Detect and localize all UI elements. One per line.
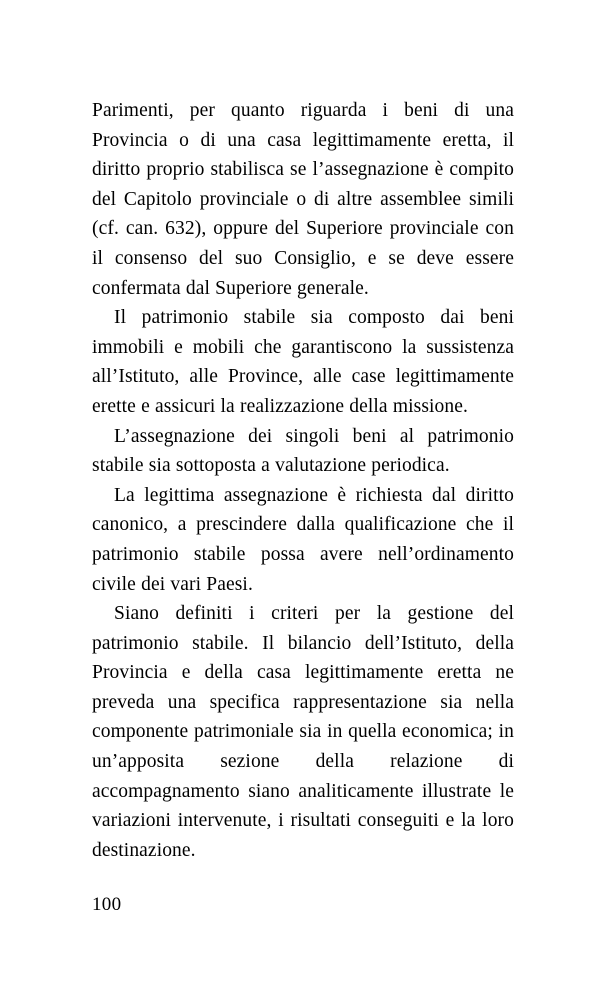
paragraph: Siano definiti i criteri per la gestione del patrimonio stabile. Il bilancio dell’Istituto, della Provincia e della casa legittimamente eretta ne preveda una specifica rappresentazione sia nella componente patrimoniale sia in quella economica; in un’apposita sezione della relazione di accompagnamento siano analiticamente illustrate le variazioni intervenute, i risultati conseguiti e la loro destinazione. bbox=[92, 603, 514, 861]
paragraph: La legittima assegnazione è richiesta dal diritto canonico, a prescindere dalla qualificazione che il patrimonio stabile possa avere nell’ordinamento civile dei vari Paesi. bbox=[92, 484, 514, 595]
paragraph: Parimenti, per quanto riguarda i beni di una Provincia o di una casa legittimamente eretta, il diritto proprio stabilisca se l’assegnazione è compito del Capitolo provinciale o di altre assemblee simili (cf. can. 632), oppure del Superiore provinciale con il consenso del suo Consiglio, e se deve essere confermata dal Superiore generale. bbox=[92, 100, 514, 299]
page-number: 100 bbox=[92, 894, 122, 915]
paragraph: L’assegnazione dei singoli beni al patrimonio stabile sia sottoposta a valutazione periodica. bbox=[92, 425, 514, 477]
paragraph: Il patrimonio stabile sia composto dai beni immobili e mobili che garantiscono la sussistenza all’Istituto, alle Province, alle case legittimamente erette e assicuri la realizzazione della missione. bbox=[92, 307, 514, 417]
body-text bbox=[92, 96, 514, 865]
